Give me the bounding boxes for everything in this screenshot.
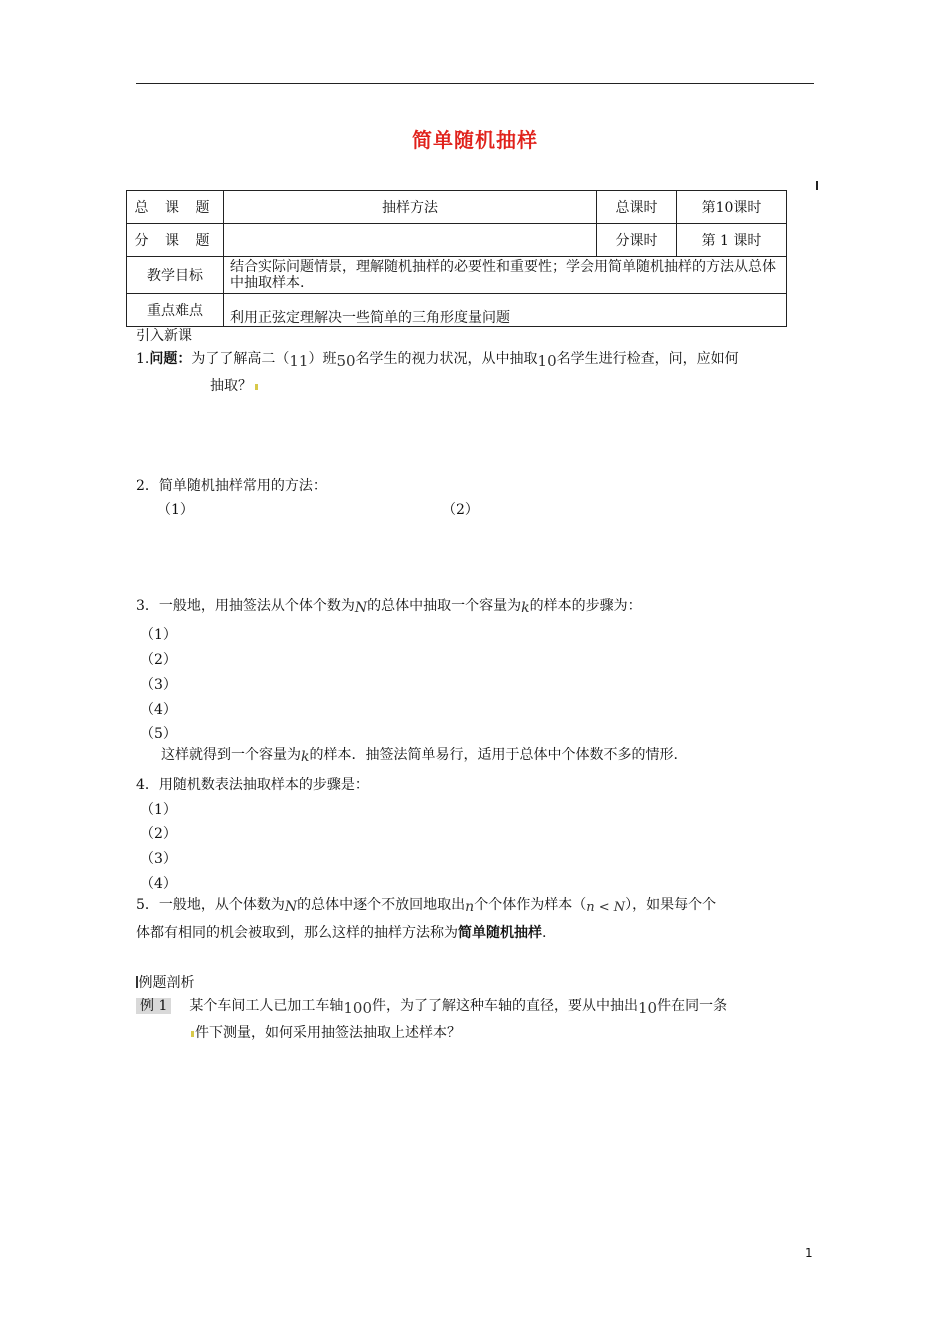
section-heading: 引入新课 — [136, 328, 192, 344]
example-1-continued: 件下测量，如何采用抽签法抽取上述样本？ — [191, 1024, 461, 1042]
row-label: 教学目标 — [127, 257, 224, 294]
step: （1） — [140, 802, 177, 818]
option-1: （1） — [157, 502, 194, 518]
row-label: 重点难点 — [127, 294, 224, 327]
row-label: 总 课 题 — [127, 191, 224, 224]
question-2: 2．简单随机抽样常用的方法： — [136, 478, 327, 494]
step: （3） — [140, 851, 177, 867]
row-content — [224, 224, 597, 257]
table-row — [127, 224, 787, 257]
step: （5） — [140, 726, 177, 742]
question-1: 1.问题：为了了解高二（11）班50名学生的视力状况，从中抽取10名学生进行检查，问，应如何 — [136, 351, 739, 370]
question-label: 问题： — [149, 351, 192, 367]
question-5-continued: 体都有相同的机会被取到，那么这样的抽样方法称为简单随机抽样. — [136, 925, 547, 941]
row-content: 抽样方法 — [224, 191, 597, 224]
table-row — [127, 257, 787, 294]
step: （1） — [140, 627, 177, 643]
step: （3） — [140, 677, 177, 693]
option-2: （2） — [442, 502, 479, 518]
section-heading: 例题剖析 — [136, 974, 195, 992]
page-title: 简单随机抽样 — [412, 128, 538, 152]
edit-mark — [255, 384, 258, 390]
text-cursor — [136, 976, 138, 988]
question-5: 5．一般地，从个体数为N的总体中逐个不放回地取出n个个体作为样本（n < N），如果每个个 — [136, 897, 717, 915]
conclusion: 这样就得到一个容量为k的样本．抽签法简单易行，适用于总体中个体数不多的情形. — [161, 747, 678, 765]
question-4: 4．用随机数表法抽取样本的步骤是： — [136, 777, 369, 793]
meta-label: 总课时 — [597, 191, 677, 224]
row-content: 结合实际问题情景，理解随机抽样的必要性和重要性；学会用简单随机抽样的方法从总体中抽取样本. — [224, 257, 787, 294]
header-rule — [136, 83, 814, 84]
table-row — [127, 191, 787, 224]
meta-value: 第 1 课时 — [677, 224, 787, 257]
key-term: 简单随机抽样 — [458, 925, 542, 941]
lesson-info-table — [126, 190, 787, 327]
row-label: 分 课 题 — [127, 224, 224, 257]
row-content: 利用正弦定理解决一些简单的三角形度量问题 — [224, 294, 787, 327]
margin-tick — [816, 181, 818, 190]
step: （4） — [140, 702, 177, 718]
question-3: 3．一般地，用抽签法从个体个数为N的总体中抽取一个容量为k的样本的步骤为： — [136, 598, 642, 616]
step: （4） — [140, 876, 177, 892]
meta-value: 第10课时 — [677, 191, 787, 224]
meta-label: 分课时 — [597, 224, 677, 257]
step: （2） — [140, 826, 177, 842]
example-1: 例 1 某个车间工人已加工车轴100件，为了了解这种车轴的直径，要从中抽出10件在同一条 — [136, 996, 727, 1015]
page-number: 1 — [805, 1246, 813, 1260]
step: （2） — [140, 652, 177, 668]
edit-mark — [191, 1031, 194, 1037]
example-tag: 例 1 — [136, 998, 171, 1014]
question-1-continued: 抽取？ — [210, 377, 258, 395]
table-row — [127, 294, 787, 327]
